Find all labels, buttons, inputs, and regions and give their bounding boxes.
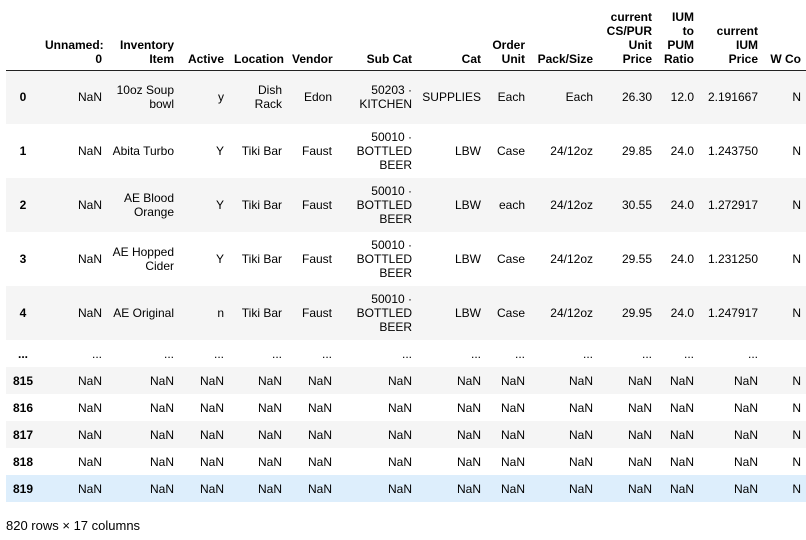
header-row	[6, 0, 806, 70]
table-cell: NaN	[199, 427, 224, 442]
column-header	[6, 0, 40, 70]
table-cell: 12.0	[670, 90, 694, 105]
table-cell: NaN	[387, 427, 412, 442]
table-cell: NaN	[568, 400, 593, 415]
table-cell: NaN	[77, 427, 102, 442]
dataframe-table	[6, 0, 806, 502]
table-cell: NaN	[733, 454, 758, 469]
table-cell: NaN	[627, 481, 652, 496]
table-cell: 24/12oz	[550, 144, 593, 158]
table-cell: AE Hopped Cider	[112, 245, 174, 273]
table-cell: Case	[496, 306, 525, 320]
column-header: Unnamed: 0	[40, 0, 107, 70]
table-cell: Tiki Bar	[241, 198, 282, 212]
table-cell: NaN	[456, 400, 481, 415]
table-cell: Tiki Bar	[241, 144, 282, 158]
table-cell: Tiki Bar	[241, 306, 282, 320]
table-cell: 1.231250	[707, 252, 758, 266]
table-cell: NaN	[669, 481, 694, 496]
table-cell: Y	[215, 144, 224, 158]
table-cell: SUPPLIES	[422, 90, 481, 105]
row-index: 816	[12, 400, 34, 415]
table-cell: NaN	[500, 400, 525, 415]
table-cell: NaN	[149, 400, 174, 415]
table-row	[6, 124, 806, 178]
row-index: 4	[19, 306, 27, 320]
table-cell: N	[792, 400, 801, 415]
table-cell: LBW	[454, 306, 481, 320]
table-cell: Each	[565, 90, 593, 105]
table-cell: Case	[496, 252, 525, 266]
table-cell: NaN	[387, 481, 412, 496]
table-cell: NaN	[627, 427, 652, 442]
table-cell: ...	[470, 346, 481, 361]
table-cell: 24.0	[670, 198, 694, 212]
table-cell: NaN	[77, 144, 102, 158]
table-cell: NaN	[733, 373, 758, 388]
table-cell: NaN	[257, 427, 282, 442]
table-cell: NaN	[199, 400, 224, 415]
table-cell: Faust	[301, 252, 332, 266]
column-header: current CS/PUR Unit Price	[598, 0, 657, 70]
table-cell: NaN	[307, 454, 332, 469]
table-row	[6, 421, 806, 448]
table-cell: NaN	[733, 427, 758, 442]
column-header: Cat	[417, 0, 486, 70]
table-cell: NaN	[77, 252, 102, 266]
table-cell: 2.191667	[707, 90, 758, 105]
table-cell: Abita Turbo	[112, 144, 174, 158]
ellipsis-row	[6, 340, 806, 367]
table-cell: ...	[271, 346, 282, 361]
column-header: current IUM Price	[699, 0, 763, 70]
column-header: IUM to PUM Ratio	[657, 0, 699, 70]
table-cell	[763, 340, 806, 367]
column-header: Active	[179, 0, 229, 70]
table-cell: LBW	[454, 252, 481, 266]
table-cell: N	[792, 481, 801, 496]
table-cell: NaN	[77, 198, 102, 212]
table-cell: 24/12oz	[550, 198, 593, 212]
dataframe-output	[6, 0, 801, 506]
table-cell: NaN	[500, 427, 525, 442]
table-cell: AE Original	[113, 306, 174, 320]
table-cell: NaN	[568, 481, 593, 496]
table-cell: NaN	[149, 454, 174, 469]
column-header: Vendor	[287, 0, 337, 70]
table-cell: NaN	[199, 454, 224, 469]
table-cell: N	[792, 373, 801, 388]
table-cell: N	[792, 454, 801, 469]
row-index: 1	[19, 144, 27, 158]
table-cell: ...	[321, 346, 332, 361]
table-cell: LBW	[454, 144, 481, 158]
table-cell: NaN	[568, 427, 593, 442]
table-cell: NaN	[627, 373, 652, 388]
row-index: 815	[12, 373, 34, 388]
table-cell: 24.0	[670, 306, 694, 320]
column-header: Sub Cat	[337, 0, 417, 70]
table-cell: 24/12oz	[550, 252, 593, 266]
table-cell: 30.55	[621, 198, 652, 212]
table-cell: 50010 · BOTTLED BEER	[356, 292, 412, 334]
table-cell: Y	[215, 252, 224, 266]
row-index: 817	[12, 427, 34, 442]
table-cell: NaN	[568, 373, 593, 388]
table-cell: 50203 · KITCHEN	[359, 83, 412, 112]
table-cell: ...	[91, 346, 102, 361]
table-cell: Case	[496, 144, 525, 158]
table-cell: each	[498, 198, 525, 212]
dataframe-shape-caption: 820 rows × 17 columns	[6, 518, 141, 533]
table-cell: NaN	[77, 400, 102, 415]
table-cell: 1.247917	[707, 306, 758, 320]
table-cell: 24.0	[670, 252, 694, 266]
table-row	[6, 178, 806, 232]
table-row	[6, 367, 806, 394]
table-cell: NaN	[500, 481, 525, 496]
table-cell: n	[217, 306, 224, 320]
row-index: 818	[12, 454, 34, 469]
table-cell: ...	[747, 346, 758, 361]
table-cell: NaN	[149, 373, 174, 388]
table-cell: NaN	[733, 400, 758, 415]
row-index: 819	[12, 481, 34, 496]
table-cell: NaN	[733, 481, 758, 496]
table-row	[6, 286, 806, 340]
table-cell: NaN	[669, 427, 694, 442]
table-cell: N	[792, 144, 801, 158]
table-cell: NaN	[307, 481, 332, 496]
table-cell: NaN	[387, 400, 412, 415]
table-cell: ...	[582, 346, 593, 361]
table-cell: NaN	[456, 481, 481, 496]
table-cell: NaN	[257, 481, 282, 496]
table-cell: N	[792, 252, 801, 266]
table-cell: NaN	[257, 454, 282, 469]
table-cell: Dish Rack	[254, 83, 282, 112]
table-cell: NaN	[77, 90, 102, 105]
table-cell: Faust	[301, 144, 332, 158]
table-cell: 10oz Soup bowl	[116, 83, 174, 112]
table-row-hovered	[6, 475, 806, 502]
table-cell: Each	[497, 90, 525, 105]
table-cell: ...	[641, 346, 652, 361]
table-row	[6, 448, 806, 475]
column-header: Location	[229, 0, 287, 70]
table-cell: NaN	[257, 373, 282, 388]
table-cell: 29.85	[621, 144, 652, 158]
table-cell: NaN	[500, 454, 525, 469]
row-index: 0	[19, 90, 27, 105]
table-cell: NaN	[199, 481, 224, 496]
row-index: 2	[19, 198, 27, 212]
table-cell: N	[792, 198, 801, 212]
table-cell: ...	[401, 346, 412, 361]
table-cell: NaN	[627, 400, 652, 415]
table-cell: NaN	[77, 481, 102, 496]
table-cell: ...	[163, 346, 174, 361]
table-cell: NaN	[669, 454, 694, 469]
table-row	[6, 394, 806, 421]
table-cell: 1.243750	[707, 144, 758, 158]
table-cell: 29.95	[621, 306, 652, 320]
table-cell: N	[792, 427, 801, 442]
table-cell: N	[792, 90, 801, 105]
column-header: Order Unit	[486, 0, 530, 70]
table-cell: NaN	[307, 400, 332, 415]
table-cell: Faust	[301, 306, 332, 320]
table-cell: 24.0	[670, 144, 694, 158]
table-cell: LBW	[454, 198, 481, 212]
table-row	[6, 70, 806, 124]
table-cell: 50010 · BOTTLED BEER	[356, 130, 412, 172]
table-cell: 50010 · BOTTLED BEER	[356, 184, 412, 226]
table-cell: AE Blood Orange	[123, 191, 174, 219]
table-cell: NaN	[568, 454, 593, 469]
table-cell: NaN	[387, 373, 412, 388]
table-cell: 24/12oz	[550, 306, 593, 320]
column-header: Inventory Item	[107, 0, 179, 70]
table-cell: NaN	[307, 427, 332, 442]
table-cell: NaN	[387, 454, 412, 469]
column-header: Pack/Size	[530, 0, 598, 70]
table-cell: 29.55	[621, 252, 652, 266]
table-cell: NaN	[199, 373, 224, 388]
table-cell: NaN	[456, 427, 481, 442]
table-cell: NaN	[627, 454, 652, 469]
table-cell: ...	[683, 346, 694, 361]
table-cell: NaN	[77, 306, 102, 320]
table-cell: NaN	[456, 373, 481, 388]
table-cell: NaN	[77, 454, 102, 469]
row-index: 3	[19, 252, 27, 266]
table-row	[6, 232, 806, 286]
table-cell: ...	[514, 346, 525, 361]
table-cell: NaN	[307, 373, 332, 388]
table-cell: NaN	[257, 400, 282, 415]
table-cell: NaN	[77, 373, 102, 388]
table-cell: NaN	[669, 373, 694, 388]
table-cell: N	[792, 306, 801, 320]
table-cell: NaN	[149, 481, 174, 496]
table-cell: ...	[213, 346, 224, 361]
table-cell: Edon	[303, 90, 332, 105]
table-cell: Y	[215, 198, 224, 212]
row-index: ...	[17, 346, 28, 361]
table-cell: Faust	[301, 198, 332, 212]
table-cell: 50010 · BOTTLED BEER	[356, 238, 412, 280]
table-cell: NaN	[456, 454, 481, 469]
table-cell: y	[218, 90, 224, 105]
table-cell: Tiki Bar	[241, 252, 282, 266]
column-header: W Co	[763, 0, 806, 70]
table-cell: NaN	[149, 427, 174, 442]
table-cell: 1.272917	[707, 198, 758, 212]
table-cell: NaN	[669, 400, 694, 415]
table-cell: 26.30	[621, 90, 652, 105]
table-cell: NaN	[500, 373, 525, 388]
